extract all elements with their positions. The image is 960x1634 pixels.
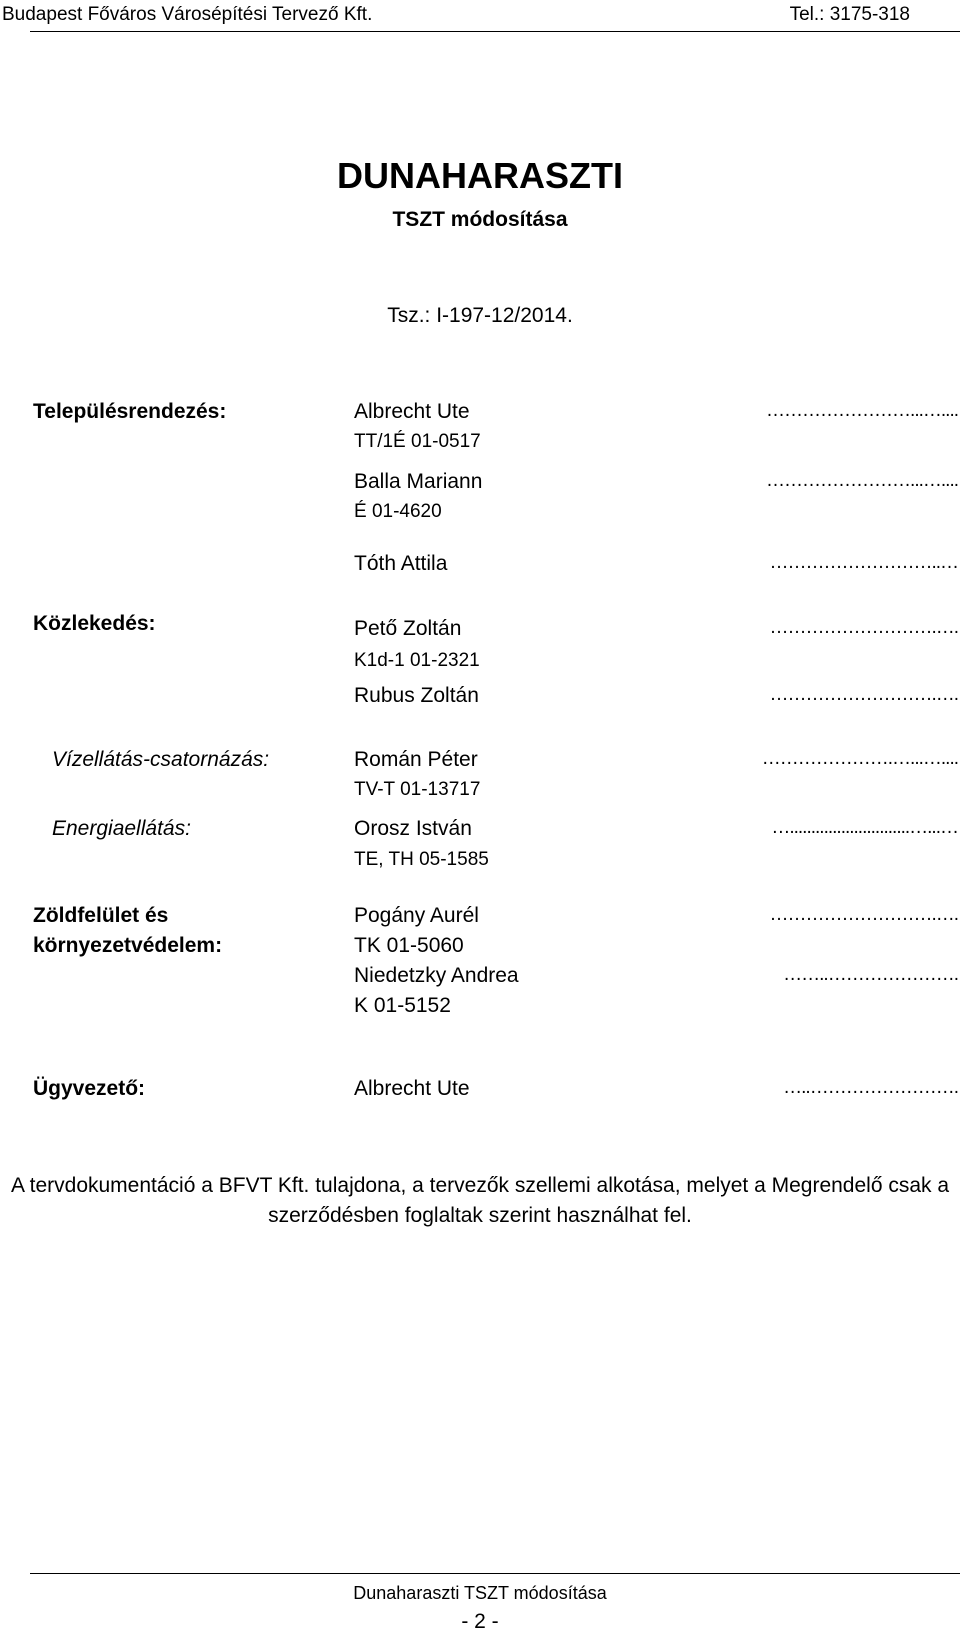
- person-code: K 01-5152: [354, 994, 451, 1017]
- signature-dots: ……..………………….: [783, 964, 958, 985]
- signature-dots: ……………………….….: [769, 684, 958, 705]
- category-ugyvezeto: Ügyvezető:: [33, 1077, 146, 1100]
- person-name: Pető Zoltán: [354, 617, 462, 640]
- signature-dots: ……………………….….: [769, 617, 958, 638]
- person-name: Balla Mariann: [354, 470, 483, 493]
- disclaimer-line-1: A tervdokumentáció a BFVT Kft. tulajdona, a tervezők szellemi alkotása, melyet a Megrendelő csak a: [10, 1174, 950, 1197]
- disclaimer-line-2: szerződésben foglaltak szerint használhat fel.: [268, 1204, 692, 1227]
- document-subtitle: TSZT módosítása: [392, 208, 568, 231]
- person-code: TT/1É 01-0517: [354, 431, 481, 452]
- category-kornyezetvedelem: környezetvédelem:: [33, 934, 223, 957]
- document-title: DUNAHARASZTI: [337, 155, 623, 196]
- signature-dots: ……………………...…....: [766, 400, 958, 421]
- signature-dots: ………………………..…: [769, 552, 958, 573]
- person-code: TK 01-5060: [354, 934, 464, 957]
- person-code: É 01-4620: [354, 501, 442, 522]
- category-kozlekedes: Közlekedés:: [33, 612, 156, 635]
- category-zoldfelulet: Zöldfelület és: [33, 904, 169, 927]
- category-telepulesrendezes: Településrendezés:: [33, 400, 227, 423]
- signature-dots: ………………….…...…....: [761, 748, 958, 769]
- person-name: Román Péter: [354, 748, 478, 771]
- category-energiaellatas: Energiaellátás:: [52, 817, 191, 840]
- document-number: Tsz.: I-197-12/2014.: [387, 304, 573, 327]
- person-name: Niedetzky Andrea: [354, 964, 519, 987]
- person-name: Albrecht Ute: [354, 1077, 470, 1100]
- person-name: Albrecht Ute: [354, 400, 470, 423]
- footer-rule: [30, 1573, 960, 1574]
- category-vizellatas: Vízellátás-csatornázás:: [52, 748, 270, 771]
- page-number: - 2 -: [461, 1610, 499, 1633]
- signature-dots: …............................…...…: [771, 817, 958, 838]
- header-phone: Tel.: 3175-318: [789, 4, 910, 25]
- header-rule: [30, 31, 960, 32]
- person-code: TE, TH 05-1585: [354, 849, 489, 870]
- signature-dots: ……………………...…....: [766, 470, 958, 491]
- person-code: TV-T 01-13717: [354, 779, 481, 800]
- footer-title: Dunaharaszti TSZT módosítása: [353, 1583, 607, 1603]
- person-code: K1d-1 01-2321: [354, 650, 480, 671]
- person-name: Orosz István: [354, 817, 472, 840]
- person-name: Tóth Attila: [354, 552, 448, 575]
- disclaimer: [0, 1171, 960, 1231]
- header-company: Budapest Főváros Városépítési Tervező Kft.: [2, 4, 373, 25]
- person-name: Pogány Aurél: [354, 904, 479, 927]
- person-name: Rubus Zoltán: [354, 684, 479, 707]
- signature-dots: …..…………………….: [783, 1077, 958, 1098]
- signature-dots: ……………………….….: [769, 904, 958, 925]
